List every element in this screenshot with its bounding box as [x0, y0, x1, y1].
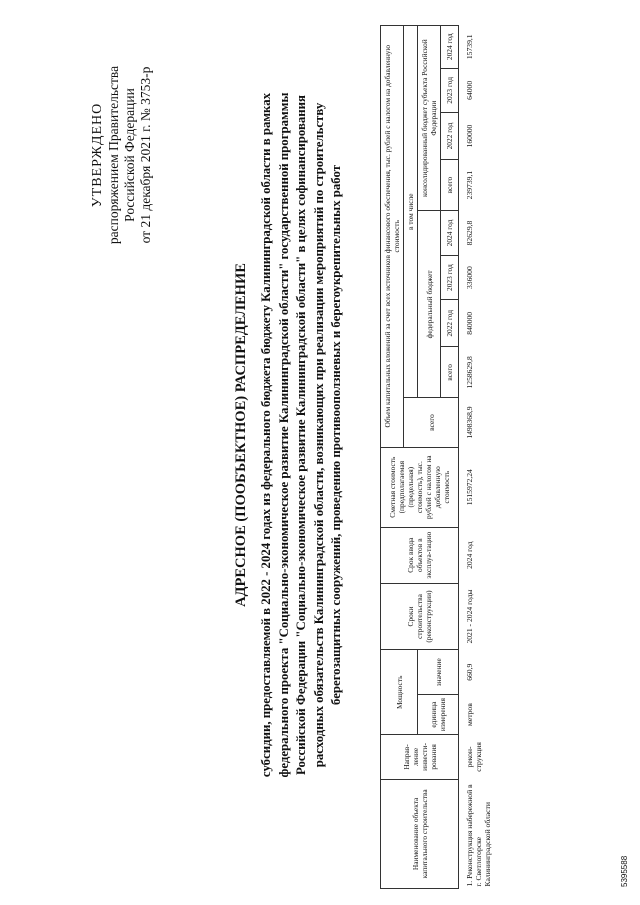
row-regional-2023: 64000 — [465, 80, 474, 100]
header-capacity-unit: единица измерения — [418, 695, 459, 735]
subtitle-line: субсидии, предоставляемой в 2022 - 2024 годах из федерального бюджета бюджету Калининградской области в рамках — [259, 92, 273, 778]
approval-line-2: Российской Федерации — [122, 88, 137, 222]
header-commission-date: Срок ввода объектов в эксплуа-тацию — [381, 527, 459, 583]
row-federal-total: 1258629,8 — [465, 356, 474, 389]
table-row — [459, 26, 495, 889]
row-estimated-cost: 1515972,24 — [465, 469, 474, 506]
document-title: АДРЕСНОЕ (ПООБЪЕКТНОЕ) РАСПРЕДЕЛЕНИЕ — [233, 263, 249, 607]
row-commission: 2024 год — [465, 541, 474, 569]
header-regional-2023: 2023 год — [441, 68, 459, 113]
row-federal-2022: 840000 — [465, 311, 474, 335]
row-capacity-value: 660,9 — [465, 663, 474, 681]
header-regional-total: всего — [441, 159, 459, 210]
distribution-table — [380, 25, 494, 889]
header-estimated-cost: Сметная стоимость (предполагаемая (предельная) стоимость), тыс. рублей с налогом на добавленную стоимость — [381, 447, 459, 527]
page-code: 5395588 — [620, 855, 629, 887]
header-regional-2024: 2024 год — [441, 26, 459, 69]
header-federal-total: всего — [441, 347, 459, 398]
header-including: в том числе — [404, 26, 418, 399]
header-federal-2024: 2024 год — [441, 211, 459, 256]
approval-title: УТВЕРЖДЕНО — [90, 102, 105, 208]
header-federal-2022: 2022 год — [441, 300, 459, 347]
row-name: Реконструкция набережной в г. Светлогорске Калининградской области — [465, 784, 492, 887]
row-federal-2024: 82629,8 — [465, 220, 474, 246]
approval-block — [90, 25, 154, 285]
row-regional-total: 239739,1 — [465, 170, 474, 200]
row-period: 2021 - 2024 годы — [465, 589, 474, 644]
row-direction: рекон-струкция — [465, 742, 483, 772]
row-number: 1. — [465, 880, 474, 887]
header-construction-period: Сроки строительства (реконструкции) — [381, 583, 459, 650]
approval-line-3: от 21 декабря 2021 г. № 3753-р — [138, 66, 153, 244]
row-regional-2022: 160000 — [465, 124, 474, 148]
row-object-name — [459, 779, 495, 888]
header-investment-volume: Объем капитальных вложений за счет всех источников финансового обеспечения, тыс. рублей с налогом на добавленную стоимость — [381, 26, 404, 448]
row-regional-2024: 15739,1 — [465, 34, 474, 60]
header-object-name: Наименование объекта капитального строительства — [381, 779, 459, 888]
row-unit: метров — [465, 703, 474, 726]
row-federal-2023: 336000 — [465, 266, 474, 289]
document-subtitle — [258, 25, 346, 845]
header-total: всего — [404, 398, 459, 447]
subtitle-line: федерального проекта "Социально-экономическое развитие Калининградской области" государственной программы — [276, 92, 291, 778]
header-federal-budget: федеральный бюджет — [418, 211, 441, 398]
header-direction: Направ-ление инвести-рования — [381, 735, 459, 780]
header-capacity-value: значение — [418, 650, 459, 695]
header-capacity: Мощность — [381, 650, 418, 735]
subtitle-line: Российской Федерации "Социально-экономическое развитие Калининградской области" в целях софинансирования — [294, 95, 309, 775]
header-regional-2022: 2022 год — [441, 113, 459, 160]
subtitle-line: берегозащитных сооружений, проведению противооползневых и берегоукрепительных работ — [329, 165, 344, 706]
header-consolidated-budget: консолидированный бюджет субъекта Российской Федерации — [418, 26, 441, 211]
row-total: 1498368,9 — [465, 406, 474, 439]
subtitle-line: расходных обязательств Калининградской области, возникающих при реализации мероприятий по строительству — [311, 102, 326, 768]
approval-line-1: распоряжением Правительства — [106, 65, 121, 245]
header-federal-2023: 2023 год — [441, 255, 459, 300]
